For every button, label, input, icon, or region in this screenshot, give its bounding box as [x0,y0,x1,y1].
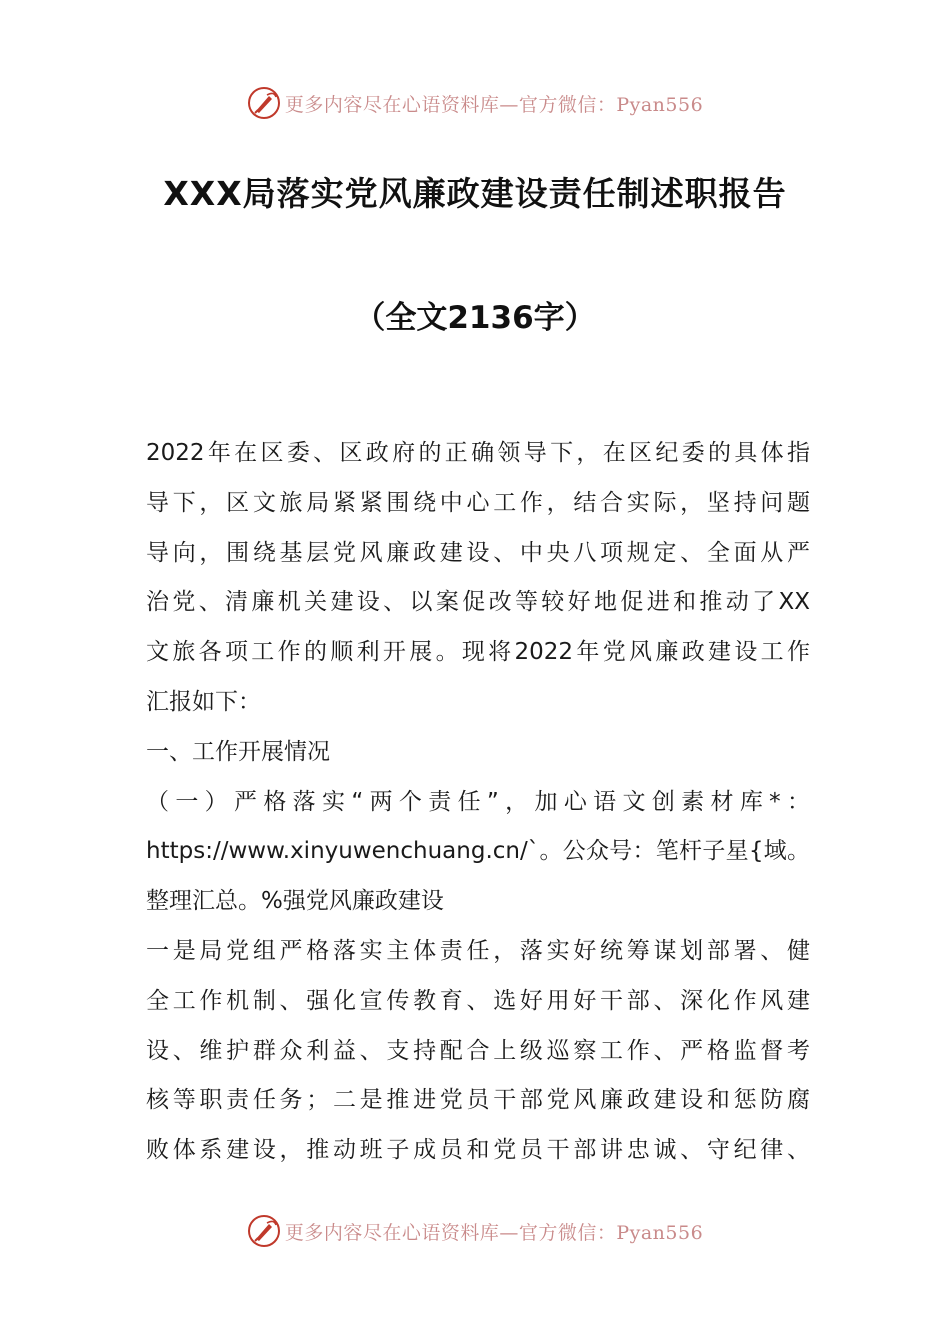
body-line: 败体系建设，推动班子成员和党员干部讲忠诚、守纪律、 [146,1137,810,1164]
body-line: 一是局党组严格落实主体责任，落实好统筹谋划部署、健 [146,937,810,964]
document-subtitle: （全文2136字） [354,300,596,336]
section-heading: 一、工作开展情况 [146,738,330,765]
watermark-text: 更多内容尽在心语资料库—官方微信：Pyan556 [284,93,704,116]
body-line: 文旅各项工作的顺利开展。现将2022年党风廉政建设工作 [146,639,810,666]
body-line: 整理汇总。%强党风廉政建设 [146,888,444,915]
body-line: 2022年在区委、区政府的正确领导下，在区纪委的具体指 [146,440,810,466]
document-title: XXX局落实党风廉政建设责任制述职报告 [163,174,787,213]
body-line: 全工作机制、强化宣传教育、选好用好干部、深化作风建 [146,987,810,1014]
body-line: 设、维护群众利益、支持配合上级巡察工作、严格监督考 [146,1037,810,1064]
header-watermark [0,83,950,123]
body-line: 导下，区文旅局紧紧围绕中心工作，结合实际，坚持问题 [146,489,810,516]
watermark-text: 更多内容尽在心语资料库—官方微信：Pyan556 [284,1221,704,1244]
body-line: 导向，围绕基层党风廉政建设、中央八项规定、全面从严 [146,539,810,566]
quill-logo-icon [247,86,281,120]
document-body [146,429,810,1176]
body-line: 核等职责任务；二是推进党员干部党风廉政建设和惩防腐 [146,1087,810,1114]
footer-watermark [0,1211,950,1251]
quill-logo-icon [247,1214,281,1248]
body-line: 汇报如下： [146,688,261,715]
body-line: 治党、清廉机关建设、以案促改等较好地促进和推动了XX [146,589,810,616]
body-line: https://www.xinyuwenchuang.cn/`。公众号：笔杆子星{域。 [146,838,810,865]
subsection-heading: （一）严格落实“两个责任”，加心语文创素材库*： [146,788,810,815]
